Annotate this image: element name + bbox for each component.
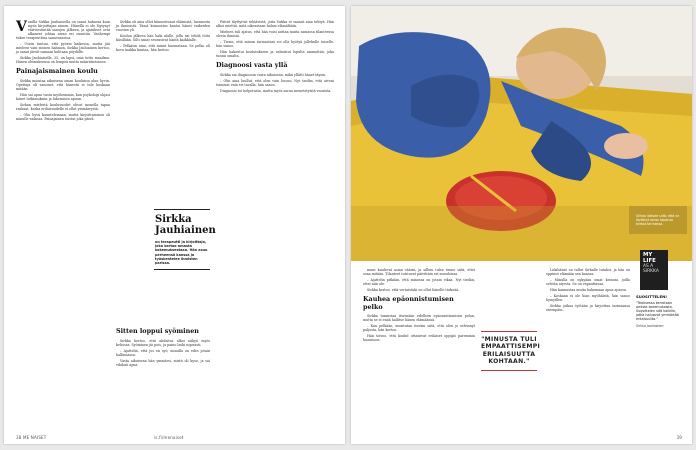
- right-page: [351, 6, 692, 444]
- right-column-1: [363, 268, 475, 345]
- left-page: [4, 6, 345, 444]
- section-heading: Diagnoosi vasta yllä: [216, 61, 288, 70]
- paragraph: – Ajattelin, että jos en syö, minulla on edes jotain hallinnassa.: [116, 348, 210, 357]
- paragraph: Hän toivoo, että koulut ottaisivat erilaiset oppijat paremmin huomioon.: [363, 334, 475, 343]
- paragraph: muut kuulevat asian väärin, ja silloin tulee tunne siitä, ettei osaa mitään. Tilanteet toistuvat päivittäin eri muodoissa.: [363, 268, 475, 277]
- paragraph: Hän sai apua vasta myöhemmin, kun psykologi ohjasi hänet tutkimuksiin ja lukemisen apuun.: [16, 93, 110, 102]
- left-column-1: [16, 20, 110, 123]
- left-column-2: [116, 20, 210, 54]
- section-heading: Sitten loppui syöminen: [116, 327, 199, 335]
- paragraph: Sirkka tunnistaa itsessään edelleen epäonnistumisen pelon, mutta se ei enää hallitse hänen elämäänsä.: [363, 314, 475, 323]
- paragraph: Koulun jälkeen hän haki alalle, jolla sai tehdä töitä käsillään. Silti sanat seurasivat häntä kaikkialle.: [116, 34, 210, 43]
- paragraph: Vasta aikuisena hän ymmärsi, mistä oli kyse, ja sai vihdoin apua.: [116, 358, 210, 367]
- paragraph: Lukihäiriö on tullut Sirkalle tutuksi, ja hän on oppinut elämään sen kanssa.: [546, 268, 630, 277]
- paragraph: Sirkka Jauhiaiselle, 35, on lapsi, oma tuttu maailma. Hänen olemuksensa on lempeä mutta määrätietoinen.: [16, 56, 110, 65]
- page-number-right: 39: [676, 435, 682, 440]
- book-subtitle: AS A SIRKKA: [643, 264, 659, 275]
- paragraph: – Kun pelkään, muistutan itseäni siitä, että olen jo selvinnyt paljosta, hän kertoo.: [363, 324, 475, 333]
- paragraph: – Olin aina luullut, että olen vain huono. Nyt tiedän, että aivoni toimivat vain eri tavalla, hän sanoo.: [216, 78, 334, 87]
- paragraph: – Koskaan ei ole liian myöhäistä, hän sanoo hymyillen.: [546, 294, 630, 303]
- profile-factbox: [154, 209, 216, 270]
- section-heading: Painajaismainen koulu: [16, 67, 98, 76]
- recommendation-heading: SUOSITTELEN!: [636, 294, 667, 299]
- book-title: MY LIFE: [643, 252, 656, 264]
- photo-caption: Sirkka iloitsee siitä, että on löytänyt oman tapansa kertoa tarinansa.: [636, 214, 680, 226]
- paragraph: – Minulla on nykyään omat keinoni, joilla selviän arjesta. Se on vapauttavaa.: [546, 278, 630, 287]
- right-column-2: [546, 268, 630, 314]
- paragraph: – Olin hyvä kuuntelemaan, mutta kirjoittaminen oli minulle vaikeaa. Painajainen toistui joka päivä.: [16, 113, 110, 122]
- paragraph: – Pelkäsin aina, että minut huomataan. Se pelko oli kova taakka kantaa, hän kertoo.: [116, 44, 210, 53]
- paragraph: – Tiesin, että minun tarinastani voi olla hyötyä jollekulle toiselle, hän sanoo.: [216, 40, 334, 49]
- left-column-2-lower: [116, 324, 210, 369]
- left-column-3: [216, 20, 334, 95]
- factbox-name: Sirkka Jauhiainen: [155, 214, 216, 236]
- paragraph: – Ajattelin pitkään, että minussa on jotain vikaa. Nyt tiedän, ettei niin ole.: [363, 278, 475, 287]
- recommendation-body: "Teoksessa kerrotaan omista kokemuksista. Suosittelen sitä kaikille, jotka haluavat ymmärtää erilaisuutta.": [636, 301, 679, 322]
- paragraph: Sirkka sai diagnoosin vasta aikuisena, mikä yllätti hänet täysin.: [220, 72, 327, 77]
- paragraph: Sirkka oli aina ollut kiinnostunut eläimistä, luonnosta ja ihmisistä. Tämä kiinnostus kantoi hänet vaikeiden vuosien yli.: [116, 20, 210, 33]
- recommendation-author: Sirkka Jauhiainen: [636, 324, 664, 329]
- paragraph: Päivät täyttyivät tehtävistä, joita Sirkka ei saanut aina tehtyä. Hän alkoi miettiä, mitä oikeastaan halusi elämältään.: [216, 20, 334, 29]
- paragraph: Hän kannustaa muita hakemaan apua ajoissa.: [550, 288, 627, 293]
- paragraph: Sirkan mielestä kouluvuodet olivat monella tapaa raskaat, koska erilaisuudelle ei ollut ymmärrystä.: [16, 103, 110, 112]
- book-cover: [640, 250, 668, 290]
- pull-quote: [481, 331, 541, 371]
- drop-cap: V: [16, 19, 27, 35]
- recommendation-box: [636, 294, 684, 328]
- factbox-text: on terapeutti ja kirjoittaja, joka kertoo omasta kokemuksestaan. Hän asuu perheensä kanssa ja työskentelee ihmisten parissa.: [155, 240, 208, 266]
- paragraph: Mieleen tuli ajatus, että hän voisi auttaa muita samassa tilanteessa olevia ihmisiä.: [216, 30, 334, 39]
- paragraph: – Usein tuntuu, että pyörin kaikessa, mutta jää mieleen vain sinisen hahmon, Sirkka Jauhiainen kertoo, ja sanat jäivät samaan kohtaan pöydälle.: [16, 42, 110, 55]
- page-number-left: 38 ME NAISET: [16, 435, 47, 440]
- pull-quote-text: "MINUSTA TULI EMPAATTISEMPI ERILAISUUTTA KOHTAAN.": [481, 336, 541, 366]
- paragraph: anilla Sirkka Jauhiaisella on sanat hukassa kuin myös kirjoittajan nimen. Hänellä ei ole löytynyt väriviestintää sanojen jälkeen, ja ajatukset ovat alkaneet johtaa aivan eri suuntiin. Vanhempi tukee terapeuttina sanavarastoa.: [16, 20, 110, 41]
- paragraph: Sirkka kertoo, että ahdistus alkoi näkyä myös kehossa. Syöminen jäi pois, ja paino laski nopeasti.: [116, 338, 210, 347]
- footer-url: is.fi/menaiset: [154, 435, 184, 440]
- section-heading: Kauhea epäonnistumisen pelko: [363, 295, 454, 311]
- paragraph: Sirkka muistaa aikuisena oman koulunsa alun hyvin. Opettaja oli sanonut, että hänestä ei tule koskaan mitään.: [16, 78, 110, 92]
- paragraph: Diagnoosi toi helpotusta, mutta myös surua menetetyistä vuosista.: [220, 89, 332, 94]
- paragraph: Hän hakeutui koulutukseen ja valmistui lopulta ammattiin, joka tuntui omalta.: [216, 50, 334, 59]
- paragraph: Sirkka jatkaa työtään ja kirjoittaa tarinaansa eteenpäin.: [546, 304, 630, 313]
- paragraph: Sirkka kertoo, että vertaistuki on ollut hänelle tärkeää.: [367, 288, 460, 293]
